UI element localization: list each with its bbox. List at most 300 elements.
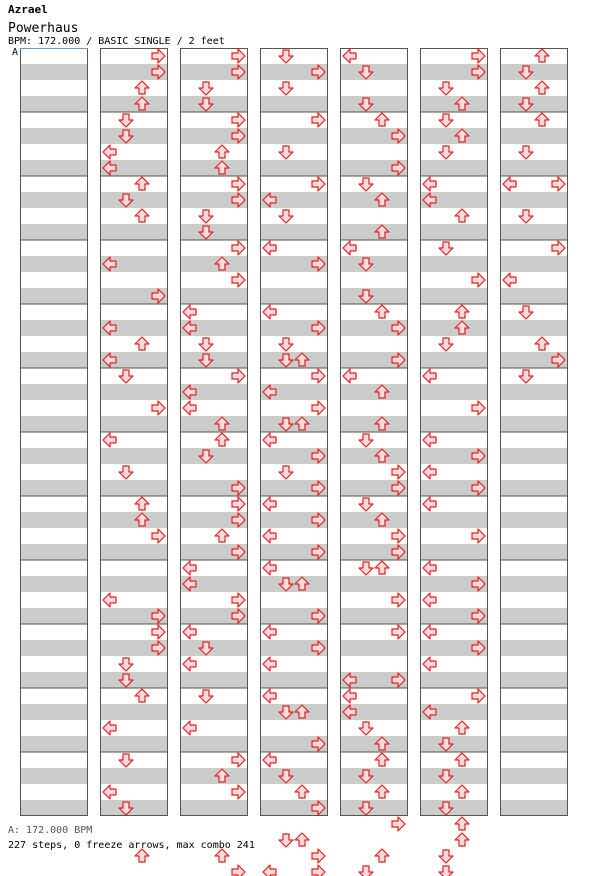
- arrow-shape: [119, 370, 133, 383]
- step-arrow-u: [535, 337, 549, 350]
- arrow-shape: [312, 369, 325, 383]
- song-title: Powerhaus: [8, 21, 79, 36]
- arrow-shape: [423, 369, 436, 383]
- row-stripe: [20, 384, 88, 400]
- arrow-shape: [279, 338, 293, 351]
- step-arrow-d: [519, 370, 533, 383]
- arrow-shape: [343, 49, 356, 63]
- arrow-shape: [343, 369, 356, 383]
- step-arrow-u: [375, 849, 389, 862]
- arrow-shape: [135, 209, 149, 222]
- row-stripe: [20, 576, 88, 592]
- arrow-shape: [135, 337, 149, 350]
- row-stripe: [340, 384, 408, 400]
- step-arrow-u: [455, 785, 469, 798]
- arrow-shape: [103, 433, 116, 447]
- step-arrow-d: [279, 82, 293, 95]
- row-stripe: [340, 416, 408, 432]
- row-stripe: [20, 704, 88, 720]
- row-stripe: [20, 416, 88, 432]
- row-stripe: [340, 768, 408, 784]
- step-arrow-l: [423, 433, 436, 447]
- step-arrow-u: [375, 785, 389, 798]
- arrow-shape: [183, 625, 196, 639]
- arrow-shape: [263, 561, 276, 575]
- step-arrow-r: [152, 529, 165, 543]
- step-arrow-r: [232, 865, 245, 876]
- row-stripe: [100, 448, 168, 464]
- row-stripe: [20, 608, 88, 624]
- step-arrow-u: [215, 145, 229, 158]
- arrow-shape: [392, 817, 405, 831]
- arrow-shape: [232, 753, 245, 767]
- step-arrow-u: [375, 561, 389, 574]
- arrow-shape: [535, 113, 549, 126]
- arrow-shape: [119, 114, 133, 127]
- step-arrow-d: [279, 834, 293, 847]
- arrow-shape: [183, 721, 196, 735]
- row-stripe: [340, 736, 408, 752]
- arrow-shape: [279, 82, 293, 95]
- arrow-shape: [455, 817, 469, 830]
- step-arrow-d: [279, 146, 293, 159]
- arrow-shape: [119, 658, 133, 671]
- arrow-shape: [455, 721, 469, 734]
- bpm-legend: A: 172.000 BPM: [8, 825, 93, 836]
- step-stats: 227 steps, 0 freeze arrows, max combo 241: [8, 840, 255, 851]
- row-stripe: [420, 384, 488, 400]
- row-stripe: [20, 448, 88, 464]
- arrow-shape: [263, 241, 276, 255]
- row-stripe: [100, 800, 168, 816]
- row-stripe: [500, 224, 568, 240]
- arrow-shape: [552, 177, 565, 191]
- step-arrow-l: [183, 721, 196, 735]
- row-stripe: [420, 544, 488, 560]
- arrow-shape: [119, 754, 133, 767]
- step-arrow-d: [439, 866, 453, 876]
- step-arrow-u: [375, 305, 389, 318]
- step-arrow-l: [103, 593, 116, 607]
- step-arrow-d: [439, 114, 453, 127]
- row-stripe: [500, 160, 568, 176]
- row-stripe: [420, 736, 488, 752]
- row-stripe: [180, 736, 248, 752]
- arrow-shape: [392, 465, 405, 479]
- step-arrow-l: [423, 177, 436, 191]
- step-arrow-r: [312, 401, 325, 415]
- arrow-shape: [455, 833, 469, 846]
- step-arrow-d: [279, 210, 293, 223]
- arrow-shape: [232, 593, 245, 607]
- arrow-shape: [552, 241, 565, 255]
- arrow-shape: [232, 273, 245, 287]
- row-stripe: [500, 512, 568, 528]
- arrow-shape: [519, 306, 533, 319]
- arrow-shape: [199, 210, 213, 223]
- arrow-shape: [232, 369, 245, 383]
- step-arrow-r: [312, 177, 325, 191]
- arrow-shape: [359, 722, 373, 735]
- arrow-shape: [135, 81, 149, 94]
- arrow-shape: [375, 113, 389, 126]
- arrow-shape: [215, 433, 229, 446]
- row-stripe: [180, 800, 248, 816]
- row-stripe: [500, 448, 568, 464]
- arrow-shape: [519, 146, 533, 159]
- row-stripe: [500, 608, 568, 624]
- bpm-marker: A: [12, 47, 19, 58]
- step-arrow-r: [312, 113, 325, 127]
- arrow-shape: [152, 625, 165, 639]
- step-arrow-u: [455, 721, 469, 734]
- row-stripe: [500, 576, 568, 592]
- step-arrow-r: [232, 753, 245, 767]
- step-arrow-l: [263, 657, 276, 671]
- row-stripe: [20, 224, 88, 240]
- step-arrow-r: [312, 865, 325, 876]
- step-arrow-d: [359, 498, 373, 511]
- step-arrow-d: [199, 338, 213, 351]
- arrow-shape: [263, 529, 276, 543]
- row-stripe: [420, 672, 488, 688]
- arrow-shape: [455, 785, 469, 798]
- row-stripe: [20, 800, 88, 816]
- arrow-shape: [519, 370, 533, 383]
- row-stripe: [100, 544, 168, 560]
- arrow-shape: [455, 305, 469, 318]
- arrow-shape: [423, 657, 436, 671]
- row-stripe: [20, 640, 88, 656]
- step-arrow-r: [312, 849, 325, 863]
- arrow-shape: [503, 177, 516, 191]
- arrow-shape: [183, 657, 196, 671]
- arrow-shape: [295, 785, 309, 798]
- arrow-shape: [263, 305, 276, 319]
- row-stripe: [180, 352, 248, 368]
- arrow-shape: [472, 529, 485, 543]
- row-stripe: [20, 96, 88, 112]
- step-arrow-l: [103, 721, 116, 735]
- arrow-shape: [199, 82, 213, 95]
- step-arrow-l: [423, 465, 436, 479]
- row-stripe: [20, 128, 88, 144]
- arrow-shape: [103, 785, 116, 799]
- step-arrow-l: [423, 593, 436, 607]
- row-stripe: [180, 96, 248, 112]
- arrow-shape: [535, 81, 549, 94]
- row-stripe: [100, 416, 168, 432]
- step-arrow-l: [503, 273, 516, 287]
- step-arrow-u: [135, 81, 149, 94]
- step-arrow-u: [135, 497, 149, 510]
- row-stripe: [420, 416, 488, 432]
- step-arrow-d: [439, 850, 453, 863]
- step-arrow-r: [232, 593, 245, 607]
- step-arrow-d: [519, 146, 533, 159]
- arrow-shape: [263, 497, 276, 511]
- row-stripe: [420, 768, 488, 784]
- step-arrow-d: [359, 178, 373, 191]
- arrow-shape: [423, 465, 436, 479]
- row-stripe: [100, 96, 168, 112]
- row-stripe: [500, 768, 568, 784]
- step-arrow-d: [359, 434, 373, 447]
- row-stripe: [500, 640, 568, 656]
- row-stripe: [260, 160, 328, 176]
- row-stripe: [180, 288, 248, 304]
- row-stripe: [180, 672, 248, 688]
- step-arrow-r: [472, 49, 485, 63]
- arrow-shape: [135, 177, 149, 190]
- arrow-shape: [423, 433, 436, 447]
- step-arrow-l: [423, 625, 436, 639]
- row-stripe: [20, 544, 88, 560]
- row-stripe: [260, 352, 328, 368]
- row-stripe: [340, 512, 408, 528]
- row-stripe: [500, 96, 568, 112]
- step-arrow-l: [263, 497, 276, 511]
- step-arrow-l: [423, 497, 436, 511]
- row-stripe: [500, 704, 568, 720]
- row-stripe: [340, 192, 408, 208]
- arrow-shape: [472, 273, 485, 287]
- row-stripe: [420, 128, 488, 144]
- arrow-shape: [232, 113, 245, 127]
- arrow-shape: [375, 849, 389, 862]
- step-arrow-l: [423, 369, 436, 383]
- step-arrow-u: [535, 81, 549, 94]
- row-stripe: [500, 416, 568, 432]
- arrow-shape: [135, 497, 149, 510]
- arrow-shape: [392, 625, 405, 639]
- row-stripe: [180, 160, 248, 176]
- row-stripe: [260, 768, 328, 784]
- arrow-shape: [152, 49, 165, 63]
- row-stripe: [180, 256, 248, 272]
- step-arrow-r: [232, 49, 245, 63]
- step-arrow-l: [183, 625, 196, 639]
- step-arrow-u: [215, 529, 229, 542]
- arrow-shape: [312, 849, 325, 863]
- row-stripe: [260, 288, 328, 304]
- step-arrow-l: [263, 241, 276, 255]
- row-stripe: [500, 192, 568, 208]
- row-stripe: [260, 704, 328, 720]
- arrow-shape: [183, 305, 196, 319]
- step-arrow-u: [215, 433, 229, 446]
- row-stripe: [20, 288, 88, 304]
- arrow-shape: [152, 401, 165, 415]
- step-arrow-u: [535, 49, 549, 62]
- step-arrow-d: [199, 82, 213, 95]
- step-arrow-r: [552, 177, 565, 191]
- arrow-shape: [232, 241, 245, 255]
- arrow-shape: [439, 146, 453, 159]
- arrow-shape: [472, 49, 485, 63]
- step-arrow-u: [295, 785, 309, 798]
- arrow-shape: [279, 834, 293, 847]
- step-arrow-l: [263, 753, 276, 767]
- arrow-shape: [535, 337, 549, 350]
- step-arrow-l: [103, 145, 116, 159]
- step-arrow-u: [135, 177, 149, 190]
- arrow-shape: [439, 850, 453, 863]
- row-stripe: [180, 448, 248, 464]
- row-stripe: [100, 512, 168, 528]
- row-stripe: [500, 320, 568, 336]
- arrow-shape: [535, 49, 549, 62]
- step-arrow-u: [375, 753, 389, 766]
- step-arrow-r: [152, 49, 165, 63]
- row-stripe: [420, 96, 488, 112]
- arrow-shape: [279, 50, 293, 63]
- step-arrow-d: [119, 658, 133, 671]
- row-stripe: [340, 640, 408, 656]
- step-arrow-d: [119, 466, 133, 479]
- row-stripe: [20, 320, 88, 336]
- row-stripe: [100, 384, 168, 400]
- row-stripe: [20, 64, 88, 80]
- arrow-shape: [375, 753, 389, 766]
- step-arrow-l: [263, 561, 276, 575]
- arrow-shape: [439, 866, 453, 876]
- arrow-shape: [215, 529, 229, 542]
- step-arrow-d: [119, 754, 133, 767]
- row-stripe: [260, 672, 328, 688]
- arrow-shape: [472, 401, 485, 415]
- row-stripe: [100, 576, 168, 592]
- row-stripe: [500, 128, 568, 144]
- arrow-shape: [359, 178, 373, 191]
- row-stripe: [420, 288, 488, 304]
- row-stripe: [180, 224, 248, 240]
- step-arrow-r: [232, 785, 245, 799]
- arrow-shape: [263, 753, 276, 767]
- arrow-shape: [119, 466, 133, 479]
- row-stripe: [500, 480, 568, 496]
- arrow-shape: [423, 625, 436, 639]
- arrow-shape: [295, 833, 309, 846]
- arrow-shape: [423, 593, 436, 607]
- step-arrow-l: [503, 177, 516, 191]
- step-arrow-d: [519, 306, 533, 319]
- step-arrow-l: [183, 657, 196, 671]
- step-arrow-d: [119, 114, 133, 127]
- step-arrow-d: [359, 722, 373, 735]
- step-arrow-l: [343, 689, 356, 703]
- row-stripe: [500, 256, 568, 272]
- arrow-shape: [439, 242, 453, 255]
- row-stripe: [260, 128, 328, 144]
- arrow-shape: [183, 401, 196, 415]
- step-arrow-r: [232, 273, 245, 287]
- step-arrow-l: [183, 561, 196, 575]
- arrow-shape: [312, 401, 325, 415]
- arrow-shape: [503, 273, 516, 287]
- step-arrow-u: [135, 209, 149, 222]
- row-stripe: [500, 64, 568, 80]
- row-stripe: [180, 416, 248, 432]
- row-stripe: [20, 160, 88, 176]
- step-arrow-u: [295, 833, 309, 846]
- arrow-shape: [279, 146, 293, 159]
- arrow-shape: [263, 865, 276, 876]
- arrow-shape: [343, 241, 356, 255]
- row-stripe: [100, 768, 168, 784]
- arrow-shape: [423, 497, 436, 511]
- row-stripe: [420, 352, 488, 368]
- row-stripe: [420, 160, 488, 176]
- arrow-shape: [375, 561, 389, 574]
- row-stripe: [420, 224, 488, 240]
- row-stripe: [500, 384, 568, 400]
- step-arrow-l: [343, 241, 356, 255]
- arrow-shape: [312, 865, 325, 876]
- step-arrow-d: [439, 146, 453, 159]
- step-arrow-u: [455, 833, 469, 846]
- row-stripe: [20, 192, 88, 208]
- arrow-shape: [199, 338, 213, 351]
- row-stripe: [340, 288, 408, 304]
- row-stripe: [180, 704, 248, 720]
- step-arrow-d: [359, 866, 373, 876]
- arrow-shape: [135, 689, 149, 702]
- arrow-shape: [103, 145, 116, 159]
- step-arrow-d: [439, 338, 453, 351]
- row-stripe: [260, 416, 328, 432]
- step-arrow-d: [199, 690, 213, 703]
- step-arrow-d: [279, 466, 293, 479]
- step-arrow-d: [279, 338, 293, 351]
- row-stripe: [180, 768, 248, 784]
- row-stripe: [340, 96, 408, 112]
- step-arrow-r: [312, 369, 325, 383]
- arrow-shape: [423, 177, 436, 191]
- row-stripe: [340, 608, 408, 624]
- step-arrow-l: [183, 401, 196, 415]
- step-arrow-r: [232, 113, 245, 127]
- arrow-shape: [279, 466, 293, 479]
- step-arrow-l: [343, 369, 356, 383]
- arrow-shape: [232, 177, 245, 191]
- step-arrow-r: [392, 465, 405, 479]
- arrow-shape: [439, 338, 453, 351]
- arrow-shape: [359, 866, 373, 876]
- step-arrow-u: [375, 113, 389, 126]
- row-stripe: [100, 128, 168, 144]
- row-stripe: [500, 288, 568, 304]
- row-stripe: [500, 800, 568, 816]
- step-arrow-r: [472, 689, 485, 703]
- row-stripe: [260, 224, 328, 240]
- arrow-shape: [375, 785, 389, 798]
- step-arrow-u: [135, 689, 149, 702]
- row-stripe: [500, 544, 568, 560]
- row-stripe: [420, 800, 488, 816]
- arrow-shape: [263, 433, 276, 447]
- step-arrow-r: [392, 817, 405, 831]
- step-arrow-d: [279, 50, 293, 63]
- row-stripe: [500, 736, 568, 752]
- row-stripe: [20, 672, 88, 688]
- arrow-shape: [263, 625, 276, 639]
- arrow-shape: [392, 593, 405, 607]
- arrow-shape: [343, 689, 356, 703]
- row-stripe: [20, 768, 88, 784]
- arrow-shape: [472, 689, 485, 703]
- row-stripe: [260, 96, 328, 112]
